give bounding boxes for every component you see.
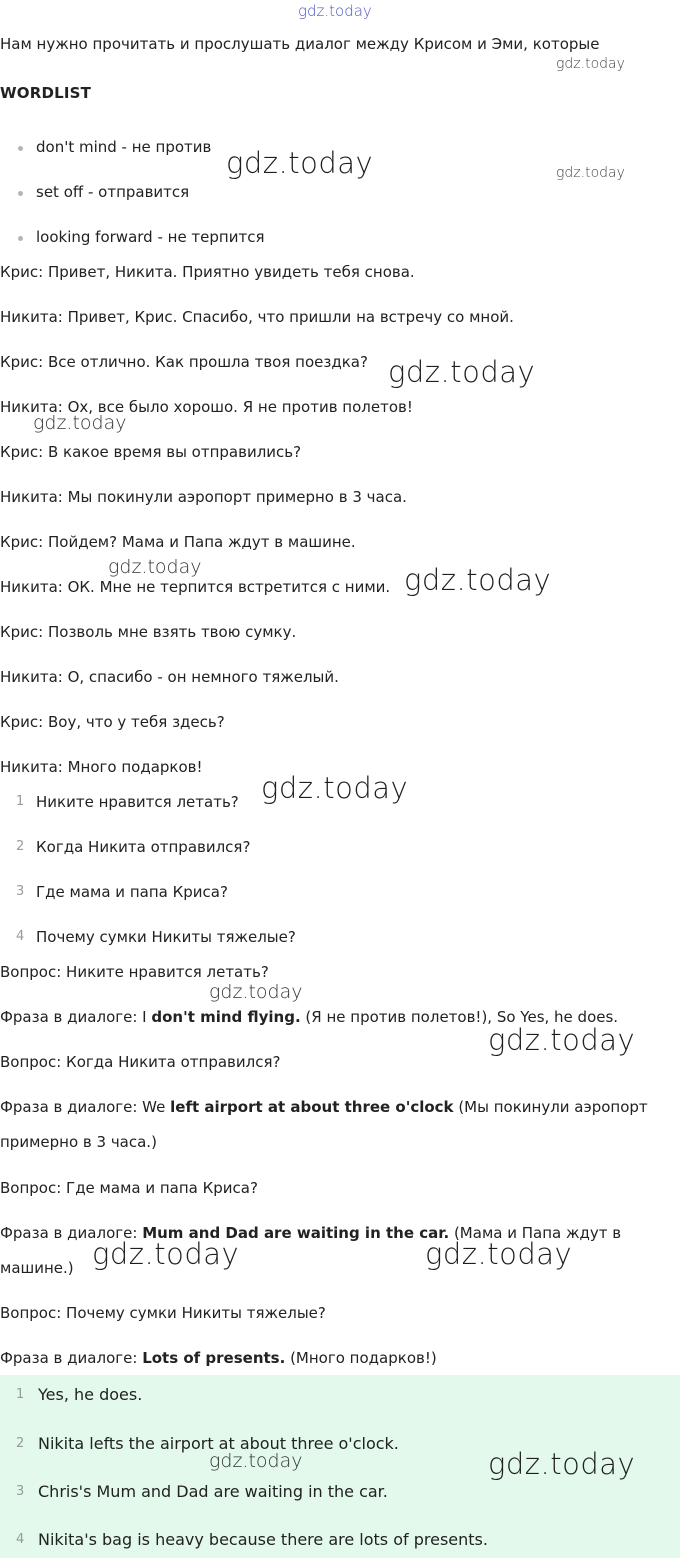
analysis-question: Вопрос: Никите нравится летать? [0, 963, 269, 981]
bullet-icon [18, 146, 23, 151]
dialogue-line: Крис: Все отлично. Как прошла твоя поездка? [0, 353, 368, 371]
analysis-phrase-continuation: машине.) [0, 1259, 74, 1277]
analysis-phrase: Фраза в диалоге: Lots of presents. (Много подарков!) [0, 1349, 437, 1367]
question-item: Никите нравится летать? [36, 793, 239, 811]
watermark: gdz.today [261, 771, 409, 805]
answer-number: 3 [16, 1484, 25, 1499]
watermark: gdz.today [404, 563, 552, 597]
answer-item: Yes, he does. [38, 1385, 143, 1404]
dialogue-line: Крис: В какое время вы отправились? [0, 443, 302, 461]
question-item: Где мама и папа Криса? [36, 883, 228, 901]
intro-text: Нам нужно прочитать и прослушать диалог между Крисом и Эми, которые [0, 35, 600, 53]
watermark: gdz.today [298, 2, 372, 20]
analysis-question: Вопрос: Где мама и папа Криса? [0, 1179, 258, 1197]
dialogue-line: Никита: О, спасибо - он немного тяжелый. [0, 668, 339, 686]
analysis-phrase-continuation: примерно в 3 часа.) [0, 1133, 157, 1151]
dialogue-line: Крис: Пойдем? Мама и Папа ждут в машине. [0, 533, 356, 551]
question-number: 4 [16, 929, 25, 944]
wordlist-item: don't mind - не против [36, 138, 212, 156]
wordlist-item: set off - отправится [36, 183, 190, 201]
answer-number: 1 [16, 1387, 25, 1402]
dialogue-line: Никита: Мы покинули аэропорт примерно в 3 часа. [0, 488, 407, 506]
answer-item: Nikita's bag is heavy because there are lots of presents. [38, 1530, 488, 1549]
bullet-icon [18, 236, 23, 241]
watermark: gdz.today [33, 412, 127, 434]
answer-number: 4 [16, 1532, 25, 1547]
answer-item: Chris's Mum and Dad are waiting in the car. [38, 1482, 388, 1501]
dialogue-line: Никита: Ох, все было хорошо. Я не против полетов! [0, 398, 413, 416]
watermark: gdz.today [209, 981, 303, 1003]
watermark: gdz.today [488, 1447, 636, 1481]
analysis-phrase: Фраза в диалоге: I don't mind flying. (Я не против полетов!), So Yes, he does. [0, 1008, 619, 1026]
watermark: gdz.today [209, 1450, 303, 1472]
watermark: gdz.today [425, 1237, 573, 1271]
dialogue-line: Никита: ОК. Мне не терпится встретится с ними. [0, 578, 391, 596]
dialogue-line: Крис: Воу, что у тебя здесь? [0, 713, 225, 731]
watermark: gdz.today [108, 556, 202, 578]
wordlist-item: looking forward - не терпится [36, 228, 265, 246]
watermark: gdz.today [488, 1023, 636, 1057]
watermark: gdz.today [556, 165, 625, 181]
analysis-phrase: Фраза в диалоге: We left airport at about three o'clock (Мы покинули аэропорт [0, 1098, 648, 1116]
dialogue-line: Крис: Позволь мне взять твою сумку. [0, 623, 297, 641]
dialogue-line: Никита: Привет, Крис. Спасибо, что пришли на встречу со мной. [0, 308, 514, 326]
wordlist-title: WORDLIST [0, 84, 92, 102]
question-number: 2 [16, 839, 25, 854]
question-number: 1 [16, 794, 25, 809]
answers-box [0, 1375, 680, 1558]
answer-item: Nikita lefts the airport at about three o'clock. [38, 1434, 399, 1453]
dialogue-line: Крис: Привет, Никита. Приятно увидеть тебя снова. [0, 263, 415, 281]
analysis-question: Вопрос: Почему сумки Никиты тяжелые? [0, 1304, 326, 1322]
watermark: gdz.today [92, 1237, 240, 1271]
question-item: Почему сумки Никиты тяжелые? [36, 928, 296, 946]
watermark: gdz.today [556, 56, 625, 72]
question-item: Когда Никита отправился? [36, 838, 251, 856]
analysis-question: Вопрос: Когда Никита отправился? [0, 1053, 281, 1071]
answer-number: 2 [16, 1436, 25, 1451]
dialogue-line: Никита: Много подарков! [0, 758, 203, 776]
analysis-phrase: Фраза в диалоге: Mum and Dad are waiting in the car. (Мама и Папа ждут в [0, 1224, 622, 1242]
bullet-icon [18, 191, 23, 196]
watermark: gdz.today [388, 355, 536, 389]
question-number: 3 [16, 884, 25, 899]
watermark: gdz.today [226, 146, 374, 180]
